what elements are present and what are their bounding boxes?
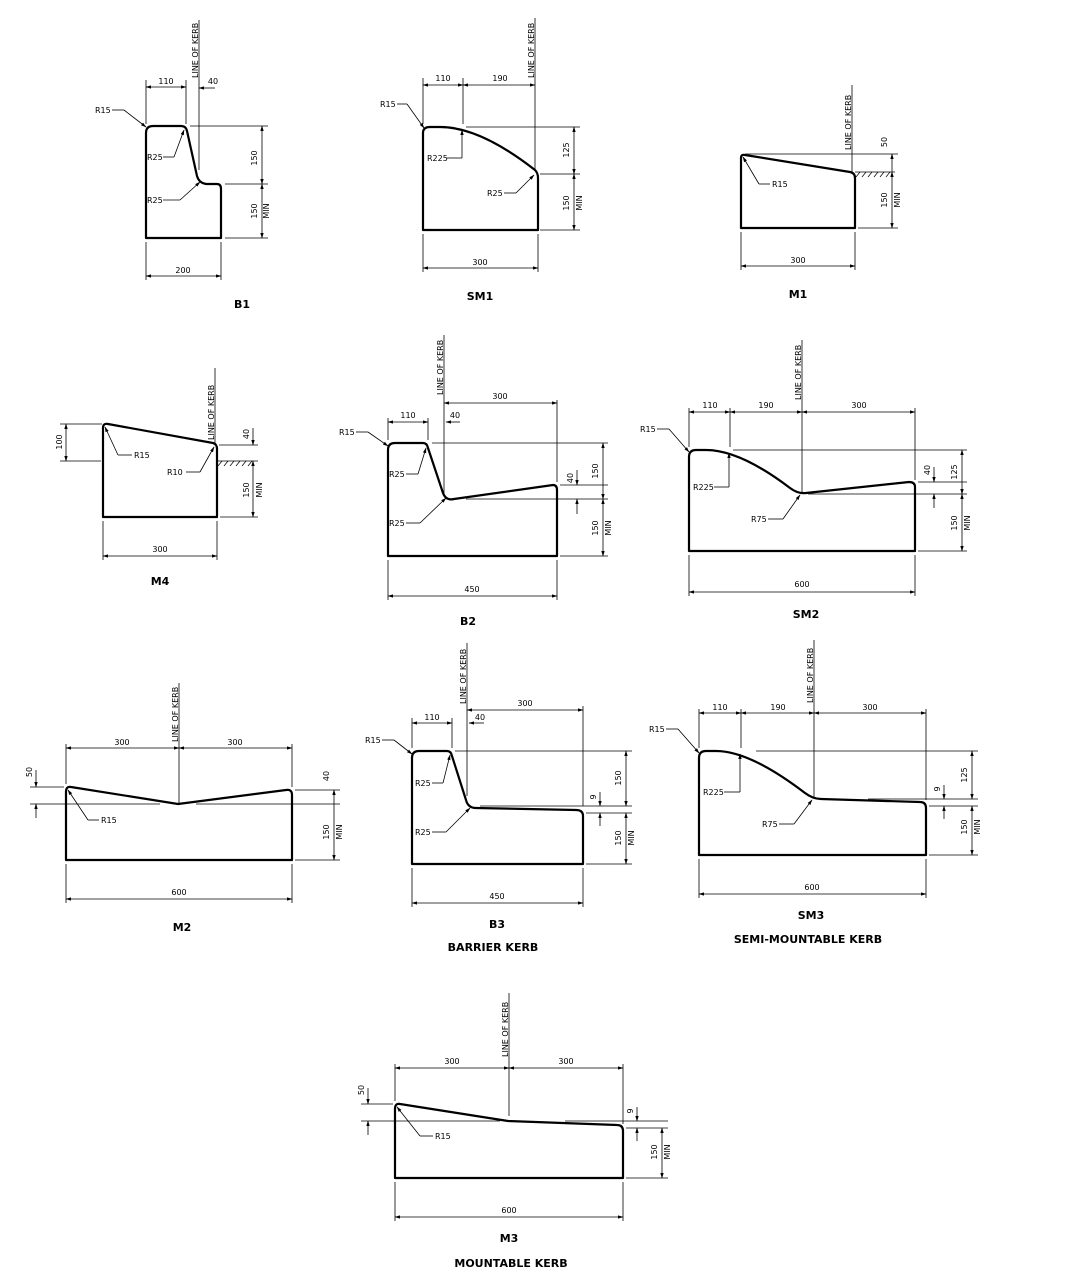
sm3-min: MIN <box>973 819 982 835</box>
m2-dim-150: 150 <box>322 824 331 840</box>
b3-line-of-kerb: LINE OF KERB <box>459 648 468 704</box>
b2-dim-40: 40 <box>449 411 461 420</box>
sm1-dim-110: 110 <box>435 74 451 83</box>
m3-min: MIN <box>663 1144 672 1160</box>
sm3-dim-9: 9 <box>933 786 942 792</box>
sm1-profile <box>423 127 538 230</box>
b1-r25-top: R25 <box>147 153 163 162</box>
m3-dim-300-left: 300 <box>444 1057 460 1066</box>
m1-dim-150: 150 <box>880 192 889 208</box>
mountable-kerb-caption: MOUNTABLE KERB <box>454 1257 568 1270</box>
sm2-dim-110: 110 <box>702 401 718 410</box>
sm2-dim-300: 300 <box>851 401 867 410</box>
b1-dim-150-top: 150 <box>250 150 259 166</box>
m3-r15: R15 <box>435 1132 451 1141</box>
sm2-dim-600: 600 <box>794 580 810 589</box>
sm1-dim-150: 150 <box>562 195 571 211</box>
sm1-line-of-kerb: LINE OF KERB <box>527 22 536 78</box>
m4-dim-100: 100 <box>55 434 64 450</box>
sm1-min: MIN <box>575 195 584 211</box>
m4-ground-hatch <box>217 461 258 466</box>
m1-dim-50: 50 <box>880 136 889 148</box>
m2-min: MIN <box>335 824 344 840</box>
m4-dim-150: 150 <box>242 482 251 498</box>
m3-dim-600: 600 <box>501 1206 517 1215</box>
b2-r25-bottom: R25 <box>389 519 405 528</box>
m2-title: M2 <box>172 921 192 934</box>
b2-r25-top: R25 <box>389 470 405 479</box>
b3-min: MIN <box>627 830 636 846</box>
sm1-dim-300: 300 <box>472 258 488 267</box>
sm3-r225: R225 <box>703 788 724 797</box>
b1-dim-110: 110 <box>158 77 174 86</box>
m2-dim-300-left: 300 <box>114 738 130 747</box>
kerb-m2 <box>25 683 344 934</box>
b1-dim-150-bottom: 150 <box>250 203 259 219</box>
sm3-r75: R75 <box>762 820 778 829</box>
m3-dim-50: 50 <box>357 1084 366 1096</box>
m3-dim-300-right: 300 <box>558 1057 574 1066</box>
barrier-kerb-caption: BARRIER KERB <box>447 941 539 954</box>
b3-r25-bottom: R25 <box>415 828 431 837</box>
sm1-r225: R225 <box>427 154 448 163</box>
m1-line-of-kerb: LINE OF KERB <box>844 94 853 150</box>
b2-line-of-kerb: LINE OF KERB <box>436 339 445 395</box>
b2-profile <box>388 443 557 556</box>
b3-dim-40: 40 <box>474 713 486 722</box>
m4-min: MIN <box>255 482 264 498</box>
m3-line-of-kerb: LINE OF KERB <box>501 1001 510 1057</box>
sm1-title: SM1 <box>466 290 494 303</box>
b2-r15: R15 <box>339 428 355 437</box>
b1-dim-40: 40 <box>207 77 219 86</box>
m1-min: MIN <box>893 192 902 208</box>
m3-dim-150: 150 <box>650 1144 659 1160</box>
sm2-dim-40: 40 <box>923 464 932 476</box>
sm1-r25: R25 <box>487 189 503 198</box>
m3-title: M3 <box>499 1232 519 1245</box>
sm3-dim-110: 110 <box>712 703 728 712</box>
sm3-dim-300: 300 <box>862 703 878 712</box>
b1-profile <box>146 126 221 238</box>
sm2-dim-150: 150 <box>950 515 959 531</box>
b3-title: B3 <box>488 918 506 931</box>
sm3-profile <box>699 751 926 855</box>
b3-dim-110: 110 <box>424 713 440 722</box>
sm2-line-of-kerb: LINE OF KERB <box>794 344 803 400</box>
b2-dim-110: 110 <box>400 411 416 420</box>
b1-min: MIN <box>262 203 271 219</box>
sm3-dim-125: 125 <box>960 767 969 783</box>
sm2-dim-190: 190 <box>758 401 774 410</box>
m4-r15: R15 <box>134 451 150 460</box>
sm1-dim-125: 125 <box>562 142 571 158</box>
kerb-m4 <box>55 368 264 588</box>
m2-dim-40: 40 <box>322 770 331 782</box>
kerb-m3 <box>357 993 672 1270</box>
m4-line-of-kerb: LINE OF KERB <box>207 384 216 440</box>
kerb-sm1 <box>380 18 584 303</box>
sm2-dim-125: 125 <box>950 464 959 480</box>
m2-r15: R15 <box>101 816 117 825</box>
b1-r15: R15 <box>95 106 111 115</box>
sm1-dim-190: 190 <box>492 74 508 83</box>
kerb-m1 <box>741 85 902 301</box>
m1-title: M1 <box>788 288 808 301</box>
sm1-r15: R15 <box>380 100 396 109</box>
b2-dim-150-bottom: 150 <box>591 520 600 536</box>
m4-r10: R10 <box>167 468 183 477</box>
b1-dim-200: 200 <box>175 266 191 275</box>
semi-mountable-kerb-caption: SEMI-MOUNTABLE KERB <box>733 933 883 946</box>
kerb-b2 <box>339 335 613 628</box>
m1-r15: R15 <box>772 180 788 189</box>
sm3-dim-600: 600 <box>804 883 820 892</box>
m2-line-of-kerb: LINE OF KERB <box>171 686 180 742</box>
kerb-b3 <box>365 643 636 954</box>
sm3-dim-190: 190 <box>770 703 786 712</box>
m2-dim-50: 50 <box>25 766 34 778</box>
b1-line-of-kerb: LINE OF KERB <box>191 22 200 78</box>
b3-dim-150-top: 150 <box>614 770 623 786</box>
m2-dim-300-right: 300 <box>227 738 243 747</box>
b1-r25-bottom: R25 <box>147 196 163 205</box>
sm3-title: SM3 <box>797 909 825 922</box>
sm3-dim-150: 150 <box>960 819 969 835</box>
b2-dim-150-top: 150 <box>591 463 600 479</box>
m2-dim-600: 600 <box>171 888 187 897</box>
b2-title: B2 <box>459 615 477 628</box>
sm2-title: SM2 <box>792 608 820 621</box>
m4-profile <box>103 424 217 517</box>
kerb-b1 <box>95 20 271 311</box>
b2-min: MIN <box>604 520 613 536</box>
b3-dim-300: 300 <box>517 699 533 708</box>
m4-dim-300: 300 <box>152 545 168 554</box>
m1-profile <box>741 155 855 228</box>
b3-r25-top: R25 <box>415 779 431 788</box>
b2-dim-300: 300 <box>492 392 508 401</box>
m3-dim-9: 9 <box>626 1108 635 1114</box>
b3-dim-9: 9 <box>589 794 598 800</box>
m4-title: M4 <box>150 575 170 588</box>
kerb-sm3 <box>649 640 982 946</box>
b3-r15: R15 <box>365 736 381 745</box>
b2-dim-450: 450 <box>464 585 480 594</box>
m4-dim-40: 40 <box>242 428 251 440</box>
kerb-sm2 <box>640 340 972 621</box>
sm3-line-of-kerb: LINE OF KERB <box>806 647 815 703</box>
sm2-r75: R75 <box>751 515 767 524</box>
b1-title: B1 <box>233 298 251 311</box>
sm3-r15: R15 <box>649 725 665 734</box>
b2-dim-40-right: 40 <box>566 472 575 484</box>
b3-dim-150-bottom: 150 <box>614 830 623 846</box>
b3-dim-450: 450 <box>489 892 505 901</box>
sm2-r15: R15 <box>640 425 656 434</box>
m1-dim-300: 300 <box>790 256 806 265</box>
b3-profile <box>412 751 583 864</box>
m1-ground-hatch <box>855 172 895 177</box>
sm2-min: MIN <box>963 515 972 531</box>
sm2-r225: R225 <box>693 483 714 492</box>
